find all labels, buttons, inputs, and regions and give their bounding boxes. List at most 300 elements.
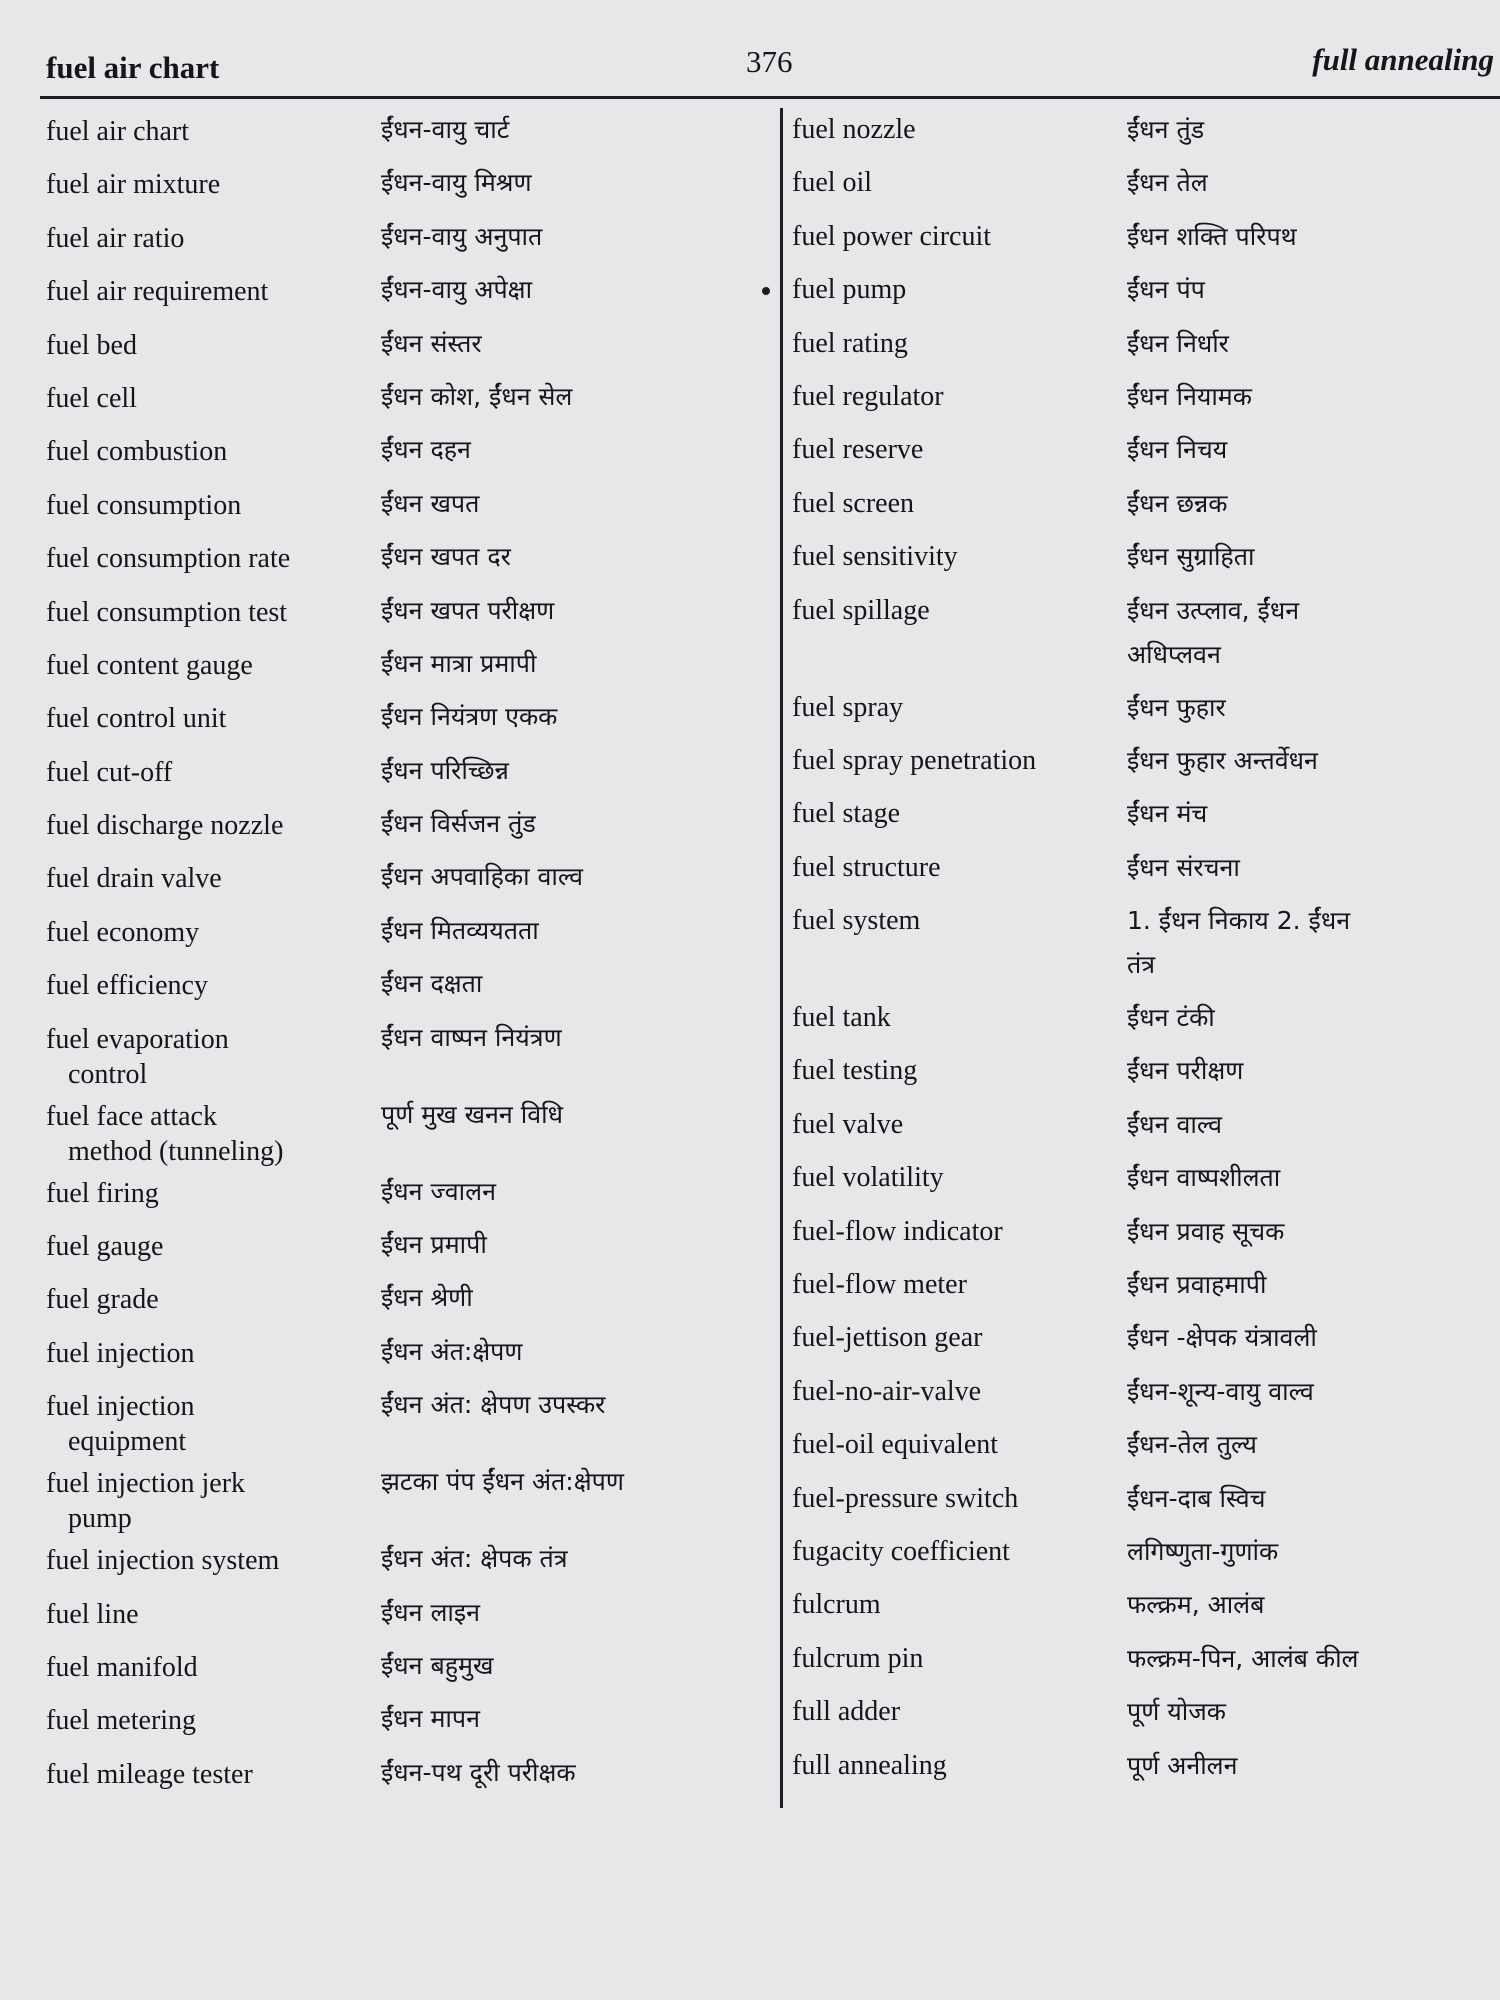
- hindi-text: ईंधन अपवाहिका वाल्व: [381, 862, 584, 892]
- dictionary-entry: [46, 1330, 771, 1383]
- entry-hindi-equivalent: [381, 1093, 563, 1137]
- entry-term: [792, 1103, 1127, 1142]
- entry-hindi-equivalent: [381, 1751, 576, 1795]
- hindi-text: ईंधन-वायु मिश्रण: [381, 168, 532, 198]
- hindi-text: ईंधन दहन: [381, 435, 471, 465]
- entry-term: [792, 1583, 1127, 1622]
- entry-term: [46, 802, 381, 843]
- hindi-text: ईंधन निर्धार: [1127, 328, 1229, 358]
- entry-term: [46, 749, 381, 790]
- entry-term: [792, 1156, 1127, 1195]
- entry-term: [46, 215, 381, 256]
- dictionary-entry: [792, 1530, 1500, 1583]
- entry-hindi-equivalent: [381, 589, 554, 633]
- hindi-text: ईंधन उत्प्लाव, ईंधन: [1127, 595, 1300, 625]
- dictionary-entry: [46, 749, 771, 802]
- hindi-text: ईंधन-पथ दूरी परीक्षक: [381, 1757, 576, 1787]
- hindi-text: ईंधन संरचना: [1127, 852, 1240, 882]
- entry-term: [792, 1423, 1127, 1462]
- hindi-text: झटका पंप ईंधन अंत:क्षेपण: [381, 1467, 624, 1497]
- hindi-text: पूर्ण अनीलन: [1127, 1750, 1238, 1780]
- entry-hindi-equivalent: [381, 909, 539, 953]
- entry-hindi-equivalent: [381, 268, 532, 312]
- dictionary-entry: [792, 375, 1500, 428]
- entry-hindi-equivalent: [381, 642, 536, 686]
- dictionary-entry: [792, 1156, 1500, 1209]
- hindi-text: फल्क्रम, आलंब: [1127, 1590, 1265, 1620]
- term-text: full annealing: [792, 1749, 947, 1781]
- dictionary-entry: [792, 428, 1500, 481]
- entry-hindi-equivalent: [381, 428, 471, 472]
- entry-hindi-equivalent: [1127, 1370, 1314, 1414]
- term-text: fuel bed: [46, 329, 137, 361]
- term-text: fuel-pressure switch: [792, 1482, 1019, 1514]
- hindi-text: ईंधन टंकी: [1127, 1003, 1215, 1033]
- left-column: [46, 108, 771, 1804]
- dictionary-entry: [46, 855, 771, 908]
- entry-hindi-equivalent: [381, 1644, 493, 1688]
- entry-hindi-equivalent: [381, 1383, 605, 1427]
- entry-hindi-equivalent: [1127, 589, 1299, 677]
- dictionary-entry: [792, 899, 1500, 996]
- term-text: fuel efficiency: [46, 970, 208, 1002]
- entry-hindi-equivalent: [381, 962, 482, 1006]
- entry-hindi-equivalent: [381, 161, 532, 205]
- entry-hindi-equivalent: [1127, 428, 1227, 472]
- page-header: [46, 38, 1494, 92]
- term-text: fuel injection: [46, 1391, 195, 1423]
- dictionary-entry: [792, 535, 1500, 588]
- dictionary-entry: [46, 1697, 771, 1750]
- hindi-text: पूर्ण मुख खनन विधि: [381, 1099, 563, 1129]
- dictionary-entry: [46, 1537, 771, 1590]
- hindi-text: ईंधन श्रेणी: [381, 1283, 473, 1313]
- term-text: fuel discharge nozzle: [46, 810, 284, 842]
- dictionary-entry: [46, 428, 771, 481]
- entry-term: [792, 268, 1127, 307]
- entry-term: [792, 161, 1127, 200]
- dictionary-entry: [46, 375, 771, 428]
- entry-term: [46, 1383, 381, 1459]
- page-number: 376: [746, 44, 793, 79]
- hindi-text: ईंधन अंत: क्षेपक तंत्र: [381, 1544, 568, 1574]
- hindi-text: ईंधन प्रवाह सूचक: [1127, 1216, 1285, 1246]
- term-text: fuel tank: [792, 1002, 891, 1034]
- hindi-text: ईंधन-दाब स्विच: [1127, 1483, 1266, 1513]
- entry-hindi-equivalent: [381, 535, 511, 579]
- term-text: fuel spray penetration: [792, 744, 1037, 776]
- term-text: fuel nozzle: [792, 114, 916, 145]
- hindi-text: ईंधन तेल: [1127, 168, 1208, 198]
- hindi-continuation: अधिप्लवन: [1127, 639, 1221, 669]
- term-text: fuel-jettison gear: [792, 1322, 983, 1354]
- entry-hindi-equivalent: [381, 855, 583, 899]
- term-text: fuel sensitivity: [792, 541, 958, 573]
- term-text: fuel face attack: [46, 1100, 217, 1132]
- dictionary-entry: [46, 108, 771, 161]
- dictionary-entry: [792, 792, 1500, 845]
- term-text: fuel valve: [792, 1108, 904, 1140]
- entry-term: [792, 1637, 1127, 1676]
- hindi-text: ईंधन नियामक: [1127, 381, 1252, 411]
- term-continuation: equipment: [68, 1426, 187, 1458]
- entry-term: [46, 535, 381, 576]
- hindi-text: ईंधन परिच्छिन्न: [381, 755, 509, 785]
- hindi-text: ईंधन-वायु चार्ट: [381, 115, 510, 144]
- entry-term: [46, 1460, 381, 1536]
- entry-term: [46, 695, 381, 736]
- dictionary-entry: [792, 1690, 1500, 1743]
- hindi-text: ईंधन मापन: [381, 1704, 480, 1734]
- entry-hindi-equivalent: [1127, 996, 1215, 1040]
- term-text: fuel gauge: [46, 1231, 164, 1263]
- dictionary-entry: [46, 695, 771, 748]
- entry-hindi-equivalent: [1127, 1530, 1278, 1574]
- hindi-text: ईंधन प्रमापी: [381, 1230, 487, 1260]
- term-text: fuel pump: [792, 274, 907, 306]
- hindi-text: पूर्ण योजक: [1127, 1697, 1226, 1727]
- dictionary-entry: [792, 161, 1500, 214]
- hindi-text: ईंधन-तेल तुल्य: [1127, 1430, 1257, 1460]
- entry-hindi-equivalent: [1127, 792, 1207, 836]
- hindi-text: ईंधन मितव्ययतता: [381, 915, 539, 945]
- entry-hindi-equivalent: [381, 695, 557, 739]
- dictionary-entry: [792, 1477, 1500, 1530]
- hindi-continuation: तंत्र: [1127, 950, 1156, 980]
- dictionary-entry: [46, 1751, 771, 1804]
- entry-term: [792, 1690, 1127, 1729]
- entry-term: [46, 1644, 381, 1685]
- entry-term: [792, 739, 1127, 778]
- dictionary-entry: [792, 846, 1500, 899]
- term-text: fuel line: [46, 1598, 139, 1630]
- term-text: fuel drain valve: [46, 863, 222, 895]
- term-text: fuel manifold: [46, 1651, 198, 1683]
- hindi-text: ईंधन फुहार अन्तर्वेधन: [1127, 745, 1318, 775]
- dictionary-entry: [46, 161, 771, 214]
- entry-term: [46, 1591, 381, 1632]
- hindi-text: ईंधन निचय: [1127, 435, 1228, 465]
- dictionary-entry: [792, 268, 1500, 321]
- hindi-text: ईंधन अंत:क्षेपण: [381, 1336, 523, 1366]
- dictionary-entry: [792, 1210, 1500, 1263]
- term-continuation: control: [68, 1058, 148, 1090]
- entry-hindi-equivalent: [1127, 215, 1297, 259]
- entry-term: [46, 1170, 381, 1211]
- entry-term: [46, 161, 381, 202]
- entry-term: [792, 686, 1127, 725]
- term-text: fuel stage: [792, 798, 901, 830]
- term-text: fuel screen: [792, 487, 915, 519]
- hindi-text: फल्क्रम-पिन, आलंब कील: [1127, 1643, 1359, 1673]
- term-text: fuel air ratio: [46, 222, 185, 254]
- dictionary-entry: [46, 482, 771, 535]
- dictionary-entry: [46, 1170, 771, 1223]
- term-text: fulcrum pin: [792, 1642, 924, 1674]
- entry-term: [792, 215, 1127, 254]
- term-text: fuel injection system: [46, 1545, 280, 1577]
- dictionary-entry: [46, 1591, 771, 1644]
- dictionary-entry: [46, 962, 771, 1015]
- entry-hindi-equivalent: [381, 802, 536, 846]
- right-column: [792, 108, 1500, 1797]
- entry-hindi-equivalent: [381, 1170, 496, 1214]
- entry-hindi-equivalent: [1127, 108, 1204, 152]
- entry-hindi-equivalent: [381, 1016, 562, 1060]
- hindi-text: ईंधन कोश, ईंधन सेल: [381, 381, 573, 411]
- hindi-text: ईंधन परीक्षण: [1127, 1056, 1244, 1086]
- term-text: fuel economy: [46, 916, 200, 948]
- dictionary-entry: [792, 1049, 1500, 1102]
- entry-hindi-equivalent: [1127, 1049, 1243, 1093]
- entry-hindi-equivalent: [381, 1276, 473, 1320]
- entry-term: [792, 1370, 1127, 1409]
- dictionary-entry: [792, 1316, 1500, 1369]
- dictionary-entry: [46, 535, 771, 588]
- entry-term: [792, 482, 1127, 521]
- entry-hindi-equivalent: [381, 1697, 480, 1741]
- left-guide-word: fuel air chart: [46, 50, 220, 85]
- entry-term: [46, 1223, 381, 1264]
- hindi-text: ईंधन तुंड: [1127, 115, 1205, 144]
- dictionary-entry: [46, 1093, 771, 1170]
- entry-hindi-equivalent: [1127, 375, 1252, 419]
- hindi-text: ईंधन छन्नक: [1127, 488, 1228, 518]
- entry-term: [46, 1697, 381, 1738]
- term-text: fuel combustion: [46, 436, 228, 468]
- hindi-text: ईंधन वाष्पन नियंत्रण: [381, 1022, 562, 1052]
- entry-hindi-equivalent: [1127, 1637, 1359, 1681]
- term-text: fuel air chart: [46, 116, 190, 147]
- hindi-text: ईंधन -क्षेपक यंत्रावली: [1127, 1323, 1317, 1353]
- dictionary-entry: [46, 802, 771, 855]
- entry-term: [46, 375, 381, 416]
- dictionary-entry: [46, 642, 771, 695]
- dictionary-entry: [46, 1223, 771, 1276]
- entry-term: [792, 996, 1127, 1035]
- dictionary-entry: [792, 1370, 1500, 1423]
- hindi-text: ईंधन दक्षता: [381, 969, 483, 999]
- hindi-text: ईंधन-वायु अनुपात: [381, 221, 543, 251]
- term-text: fuel-oil equivalent: [792, 1429, 999, 1461]
- entry-hindi-equivalent: [1127, 161, 1208, 205]
- hindi-text: ईंधन बहुमुख: [381, 1650, 494, 1680]
- entry-hindi-equivalent: [381, 1223, 487, 1267]
- hindi-text: ईंधन सुग्राहिता: [1127, 542, 1255, 572]
- entry-term: [46, 268, 381, 309]
- entry-term: [46, 108, 381, 149]
- hindi-text: 1. ईंधन निकाय 2. ईंधन: [1127, 906, 1351, 936]
- dictionary-entry: [792, 1103, 1500, 1156]
- entry-hindi-equivalent: [1127, 686, 1226, 730]
- dictionary-entry: [46, 322, 771, 375]
- entry-hindi-equivalent: [1127, 268, 1205, 312]
- hindi-text: ईंधन-वायु अपेक्षा: [381, 275, 533, 305]
- entry-hindi-equivalent: [381, 1330, 522, 1374]
- dictionary-entry: [792, 739, 1500, 792]
- hindi-text: ईंधन संस्तर: [381, 328, 482, 358]
- entry-hindi-equivalent: [1127, 1103, 1222, 1147]
- term-text: fuel injection jerk: [46, 1468, 246, 1500]
- entry-term: [792, 535, 1127, 574]
- entry-hindi-equivalent: [381, 108, 509, 152]
- entry-hindi-equivalent: [1127, 899, 1350, 987]
- entry-hindi-equivalent: [1127, 1690, 1226, 1734]
- entry-term: [46, 1016, 381, 1092]
- term-text: fuel evaporation: [46, 1023, 229, 1055]
- dictionary-entry: [792, 1423, 1500, 1476]
- term-text: fuel oil: [792, 167, 873, 199]
- term-text: fuel-flow meter: [792, 1269, 967, 1301]
- hindi-text: ईंधन ज्वालन: [381, 1176, 496, 1206]
- entry-term: [792, 108, 1127, 147]
- term-text: fuel reserve: [792, 434, 924, 466]
- entry-term: [792, 1530, 1127, 1569]
- term-text: fuel rating: [792, 327, 908, 359]
- hindi-text: ईंधन नियंत्रण एकक: [381, 702, 558, 732]
- dictionary-entry: [46, 1460, 771, 1537]
- dictionary-entry: [46, 215, 771, 268]
- entry-term: [792, 792, 1127, 831]
- entry-term: [792, 1316, 1127, 1355]
- term-text: fuel grade: [46, 1284, 159, 1316]
- term-continuation: pump: [68, 1503, 132, 1535]
- entry-term: [46, 482, 381, 523]
- entry-term: [792, 846, 1127, 885]
- hindi-text: ईंधन खपत दर: [381, 542, 511, 572]
- dictionary-entry: [792, 996, 1500, 1049]
- term-text: fuel cell: [46, 382, 137, 414]
- dictionary-entry: [46, 1276, 771, 1329]
- entry-hindi-equivalent: [381, 1591, 480, 1635]
- dictionary-entry: [792, 686, 1500, 739]
- entry-hindi-equivalent: [1127, 1156, 1280, 1200]
- entry-hindi-equivalent: [1127, 1744, 1238, 1788]
- entry-term: [46, 1093, 381, 1169]
- term-text: fuel spray: [792, 691, 904, 723]
- column-divider: [780, 108, 783, 1808]
- entry-term: [46, 1537, 381, 1578]
- term-text: fuel consumption: [46, 489, 242, 521]
- hindi-text: ईंधन वाल्व: [1127, 1109, 1223, 1139]
- dictionary-entry: [792, 482, 1500, 535]
- hindi-text: ईंधन मात्रा प्रमापी: [381, 648, 537, 678]
- term-text: fuel mileage tester: [46, 1758, 253, 1790]
- dictionary-entry: [792, 1583, 1500, 1636]
- entry-hindi-equivalent: [381, 749, 509, 793]
- term-text: full adder: [792, 1696, 901, 1728]
- dictionary-entry: [46, 1383, 771, 1460]
- dictionary-entry: [792, 1637, 1500, 1690]
- entry-term: [792, 1049, 1127, 1088]
- entry-hindi-equivalent: [381, 1460, 624, 1504]
- entry-term: [46, 909, 381, 950]
- term-text: fuel consumption rate: [46, 543, 291, 575]
- hindi-text: ईंधन खपत: [381, 488, 480, 518]
- term-text: fuel metering: [46, 1705, 197, 1737]
- term-text: fuel-no-air-valve: [792, 1375, 982, 1407]
- hindi-text: ईंधन मंच: [1127, 799, 1208, 829]
- entry-term: [46, 962, 381, 1003]
- term-text: fuel control unit: [46, 703, 227, 735]
- term-text: fuel power circuit: [792, 220, 992, 252]
- entry-term: [792, 375, 1127, 414]
- entry-term: [46, 1276, 381, 1317]
- entry-term: [792, 1263, 1127, 1302]
- right-guide-word: full annealing: [1312, 42, 1494, 77]
- hindi-text: ईंधन-शून्य-वायु वाल्व: [1127, 1376, 1314, 1406]
- entry-hindi-equivalent: [1127, 1210, 1284, 1254]
- entry-hindi-equivalent: [1127, 1583, 1264, 1627]
- dictionary-entry: [792, 215, 1500, 268]
- term-text: fulcrum: [792, 1589, 881, 1621]
- entry-hindi-equivalent: [1127, 1263, 1266, 1307]
- entry-hindi-equivalent: [381, 215, 542, 259]
- term-text: fuel regulator: [792, 380, 944, 412]
- entry-term: [46, 642, 381, 683]
- dictionary-entry: [792, 108, 1500, 161]
- hindi-text: ईंधन विर्सजन तुंड: [381, 809, 536, 839]
- term-text: fuel testing: [792, 1055, 918, 1087]
- term-text: fugacity coefficient: [792, 1535, 1010, 1567]
- dictionary-entry: [792, 589, 1500, 686]
- dictionary-entry: [792, 1263, 1500, 1316]
- entry-hindi-equivalent: [381, 1537, 568, 1581]
- entry-hindi-equivalent: [1127, 1316, 1317, 1360]
- dictionary-entry: [792, 1744, 1500, 1797]
- term-text: fuel air mixture: [46, 169, 221, 201]
- dictionary-entry: [46, 1644, 771, 1697]
- hindi-text: ईंधन पंप: [1127, 275, 1205, 305]
- entry-hindi-equivalent: [1127, 1423, 1257, 1467]
- dictionary-entry: [792, 322, 1500, 375]
- dictionary-entry: [46, 1016, 771, 1093]
- entry-term: [792, 1477, 1127, 1516]
- dictionary-entry: [46, 909, 771, 962]
- entry-term: [46, 589, 381, 630]
- entry-hindi-equivalent: [1127, 482, 1227, 526]
- entry-term: [46, 1751, 381, 1792]
- hindi-text: लगिष्णुता-गुणांक: [1127, 1536, 1279, 1566]
- hindi-text: ईंधन वाष्पशीलता: [1127, 1163, 1281, 1193]
- term-text: fuel injection: [46, 1337, 195, 1369]
- hindi-text: ईंधन शक्ति परिपथ: [1127, 221, 1297, 251]
- header-rule: [40, 96, 1500, 99]
- entry-hindi-equivalent: [1127, 1477, 1266, 1521]
- hindi-text: ईंधन अंत: क्षेपण उपस्कर: [381, 1390, 606, 1420]
- entry-term: [46, 855, 381, 896]
- term-text: fuel consumption test: [46, 596, 288, 628]
- entry-hindi-equivalent: [381, 322, 482, 366]
- hindi-text: ईंधन खपत परीक्षण: [381, 595, 555, 625]
- entry-term: [46, 322, 381, 363]
- entry-term: [792, 428, 1127, 467]
- entry-hindi-equivalent: [1127, 322, 1229, 366]
- hindi-text: ईंधन लाइन: [381, 1597, 481, 1627]
- entry-hindi-equivalent: [1127, 846, 1240, 890]
- entry-term: [46, 428, 381, 469]
- term-text: fuel system: [792, 905, 921, 937]
- term-text: fuel firing: [46, 1177, 159, 1209]
- entry-term: [792, 322, 1127, 361]
- entry-term: [46, 1330, 381, 1371]
- term-text: fuel air requirement: [46, 276, 269, 308]
- dictionary-entry: [46, 268, 771, 321]
- term-continuation: method (tunneling): [68, 1135, 284, 1167]
- entry-hindi-equivalent: [1127, 739, 1318, 783]
- term-text: fuel volatility: [792, 1162, 944, 1194]
- entry-hindi-equivalent: [381, 375, 572, 419]
